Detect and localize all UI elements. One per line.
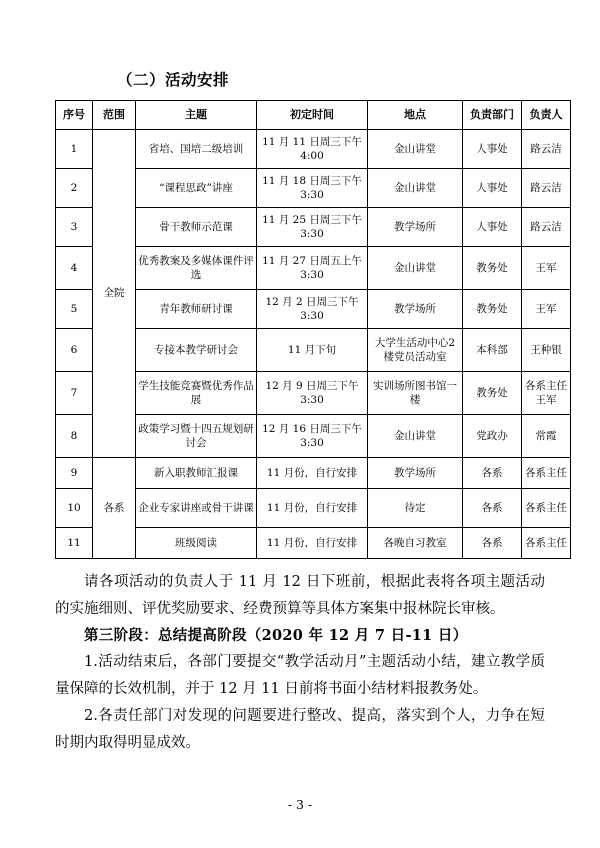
cell-place: 大学生活动中心2 楼党员活动室 <box>368 329 463 372</box>
cell-dept: 党政办 <box>463 415 522 458</box>
table-header <box>56 101 571 130</box>
cell-topic: “课程思政”讲座 <box>136 169 257 208</box>
cell-dept: 教务处 <box>463 247 522 290</box>
cell-topic: 省培、国培二级培训 <box>136 130 257 169</box>
stage-three-heading: 第三阶段：总结提高阶段（2020 年 12 月 7 日-11 日） <box>84 626 468 644</box>
cell-person: 路云洁 <box>522 208 571 247</box>
table-header-row <box>56 101 571 130</box>
column-header-scope: 范围 <box>93 101 136 130</box>
cell-place: 待定 <box>368 489 463 528</box>
cell-place: 金山讲堂 <box>368 247 463 290</box>
cell-place: 各晚自习教室 <box>368 528 463 559</box>
cell-place: 金山讲堂 <box>368 169 463 208</box>
cell-topic: 新入职教师汇报课 <box>136 458 257 489</box>
cell-dept: 教务处 <box>463 290 522 329</box>
cell-person: 各系主任王军 <box>522 372 571 415</box>
cell-person: 王种银 <box>522 329 571 372</box>
cell-dept: 本科部 <box>463 329 522 372</box>
cell-place: 教学场所 <box>368 290 463 329</box>
cell-topic: 专接本教学研讨会 <box>136 329 257 372</box>
cell-no: 5 <box>56 290 93 329</box>
cell-time: 11 月 25 日周三下午 3:30 <box>257 208 368 247</box>
cell-person: 路云洁 <box>522 130 571 169</box>
cell-topic: 学生技能竞赛暨优秀作品展 <box>136 372 257 415</box>
column-header-place: 地点 <box>368 101 463 130</box>
cell-person: 王军 <box>522 290 571 329</box>
cell-time: 11 月下旬 <box>257 329 368 372</box>
column-header-topic: 主题 <box>136 101 257 130</box>
cell-time: 11 月 27 日周五上午 3:30 <box>257 247 368 290</box>
paragraph-responsible-persons: 请各项活动的负责人于 11 月 12 日下班前，根据此表将各项主题活动的实施细则、评优奖励要求、经费预算等具体方案集中报林院长审核。 <box>55 574 545 617</box>
column-header-no: 序号 <box>56 101 93 130</box>
column-header-dept: 负责部门 <box>463 101 522 130</box>
cell-scope-group-quanyuan: 全院 <box>93 130 136 458</box>
cell-time: 11 月份，自行安排 <box>257 489 368 528</box>
cell-scope-group-gexi: 各系 <box>93 458 136 559</box>
cell-place: 实训场所图书馆一楼 <box>368 372 463 415</box>
cell-topic: 政策学习暨十四五规划研讨会 <box>136 415 257 458</box>
cell-time: 11 月份，自行安排 <box>257 458 368 489</box>
cell-no: 10 <box>56 489 93 528</box>
cell-topic: 班级阅读 <box>136 528 257 559</box>
section-heading: （二）活动安排 <box>117 70 230 89</box>
cell-dept: 人事处 <box>463 130 522 169</box>
cell-no: 11 <box>56 528 93 559</box>
cell-dept: 教务处 <box>463 372 522 415</box>
cell-person: 路云洁 <box>522 169 571 208</box>
column-header-person: 负责人 <box>522 101 571 130</box>
cell-no: 4 <box>56 247 93 290</box>
cell-place: 金山讲堂 <box>368 415 463 458</box>
cell-no: 8 <box>56 415 93 458</box>
cell-no: 7 <box>56 372 93 415</box>
cell-topic: 企业专家讲座或骨干讲课 <box>136 489 257 528</box>
cell-topic: 青年教师研讨课 <box>136 290 257 329</box>
cell-time: 11 月 18 日周三下午 3:30 <box>257 169 368 208</box>
column-header-time: 初定时间 <box>257 101 368 130</box>
cell-person: 王军 <box>522 247 571 290</box>
table-row <box>56 458 571 489</box>
cell-time: 11 月 11 日周三下午 4:00 <box>257 130 368 169</box>
cell-person: 各系主任 <box>522 489 571 528</box>
cell-dept: 人事处 <box>463 208 522 247</box>
cell-dept: 各系 <box>463 528 522 559</box>
cell-time: 11 月份，自行安排 <box>257 528 368 559</box>
cell-topic: 优秀教案及多媒体课件评选 <box>136 247 257 290</box>
table-row <box>56 130 571 169</box>
cell-no: 6 <box>56 329 93 372</box>
cell-no: 1 <box>56 130 93 169</box>
cell-person: 各系主任 <box>522 528 571 559</box>
paragraph-summary-item-1: 1.活动结束后，各部门要提交“教学活动月”主题活动小结，建立教学质量保障的长效机制，并于 12 月 11 日前将书面小结材料报教务处。 <box>55 654 545 698</box>
cell-place: 教学场所 <box>368 208 463 247</box>
cell-no: 3 <box>56 208 93 247</box>
cell-person: 常霞 <box>522 415 571 458</box>
cell-place: 教学场所 <box>368 458 463 489</box>
cell-place: 金山讲堂 <box>368 130 463 169</box>
cell-topic: 骨干教师示范课 <box>136 208 257 247</box>
cell-time: 12 月 9 日周三下午 3:30 <box>257 372 368 415</box>
cell-dept: 各系 <box>463 458 522 489</box>
cell-no: 2 <box>56 169 93 208</box>
page-number: - 3 - <box>287 797 313 812</box>
cell-dept: 各系 <box>463 489 522 528</box>
paragraph-summary-item-2: 2.各责任部门对发现的问题要进行整改、提高，落实到个人，力争在短时期内取得明显成效。 <box>55 708 545 751</box>
table-body <box>56 130 571 559</box>
cell-dept: 人事处 <box>463 169 522 208</box>
activity-schedule-table <box>55 100 571 559</box>
cell-person: 各系主任 <box>522 458 571 489</box>
cell-time: 12 月 2 日周三下午 3:30 <box>257 290 368 329</box>
cell-no: 9 <box>56 458 93 489</box>
cell-time: 12 月 16 日周三下午 3:30 <box>257 415 368 458</box>
